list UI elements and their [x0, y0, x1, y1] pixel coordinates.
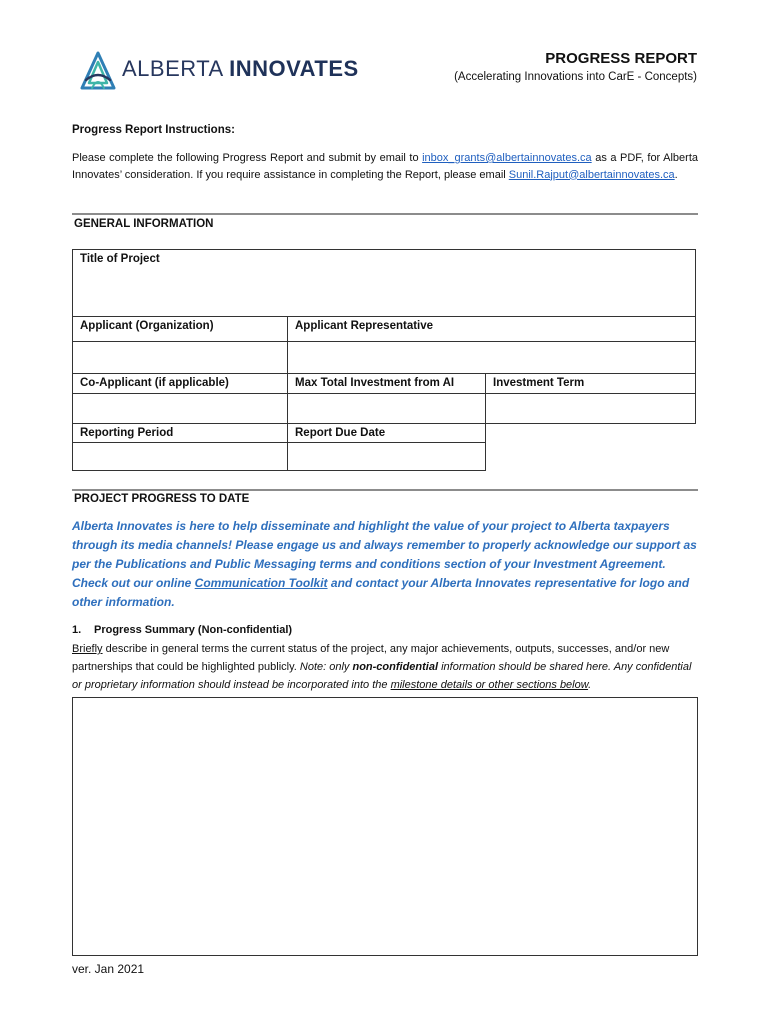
- applicant-rep-input[interactable]: [287, 341, 696, 374]
- progress-summary-heading: 1. Progress Summary (Non-confidential): [72, 624, 293, 636]
- reporting-period-label: Reporting Period: [80, 427, 174, 439]
- applicant-org-label-cell: [72, 316, 288, 342]
- title-of-project-label: Title of Project: [80, 253, 160, 265]
- max-investment-label: Max Total Investment from AI: [295, 377, 455, 389]
- contact-email-link[interactable]: Sunil.Rajput@albertainnovates.ca: [508, 168, 675, 181]
- instructions-text: Please complete the following Progress Report and submit by email to inbox_grants@albertainnovates.ca as a PDF, for Alberta Innovates’ consideration. If you require assistance in completing the Report, please email Sunil.Rajput@albertainnovates.ca.: [72, 152, 699, 181]
- grants-email-link[interactable]: inbox_grants@albertainnovates.ca: [422, 152, 592, 164]
- communication-toolkit-link[interactable]: Communication Toolkit: [194, 576, 328, 590]
- media-promo-text: Alberta Innovates is here to help disseminate and highlight the value of your project to Alberta taxpayers through its media channels! Please engage us and always remember to properly acknowledge our support as per the Publications and Public Messaging terms and conditions section of your Investment Agreement. Check out our online Communication Toolkit and contact your Alberta Innovates representative for logo and other information.: [72, 519, 697, 609]
- general-information-heading: GENERAL INFORMATION: [74, 218, 214, 230]
- co-applicant-label: Co-Applicant (if applicable): [80, 377, 229, 389]
- applicant-org-input[interactable]: [72, 341, 288, 374]
- applicant-rep-label-cell: [287, 316, 696, 342]
- divider: [72, 489, 698, 491]
- investment-term-input[interactable]: [485, 393, 696, 424]
- report-due-date-label-cell: [287, 423, 486, 443]
- page-title: PROGRESS REPORT: [545, 50, 697, 67]
- divider: [72, 213, 698, 215]
- progress-summary-textarea[interactable]: [72, 697, 698, 956]
- max-investment-input[interactable]: [287, 393, 486, 424]
- project-progress-heading: PROJECT PROGRESS TO DATE: [74, 493, 250, 505]
- applicant-rep-label: Applicant Representative: [295, 320, 434, 332]
- co-applicant-input[interactable]: [72, 393, 288, 424]
- version-label: ver. Jan 2021: [72, 962, 145, 976]
- max-investment-label-cell: [287, 373, 486, 394]
- brand-name: ALBERTA INNOVATES: [122, 56, 359, 81]
- report-due-date-input[interactable]: [287, 442, 486, 471]
- title-of-project-field[interactable]: [72, 249, 696, 317]
- applicant-org-label: Applicant (Organization): [80, 320, 214, 332]
- reporting-period-label-cell: [72, 423, 288, 443]
- investment-term-label: Investment Term: [493, 377, 585, 389]
- page-subtitle: (Accelerating Innovations into CarE - Concepts): [454, 71, 697, 83]
- report-due-date-label: Report Due Date: [295, 427, 386, 439]
- instructions-heading: Progress Report Instructions:: [72, 124, 235, 136]
- progress-summary-instructions: Briefly describe in general terms the current status of the project, any major achievements, outputs, successes, and/or new partnerships that could be highlighted publicly. Note: only non-confidential information should be shared here. Any confidential or proprietary information should instead be incorporated into the milestone details or other sections below.: [72, 643, 692, 691]
- investment-term-label-cell: [485, 373, 696, 394]
- reporting-period-input[interactable]: [72, 442, 288, 471]
- co-applicant-label-cell: [72, 373, 288, 394]
